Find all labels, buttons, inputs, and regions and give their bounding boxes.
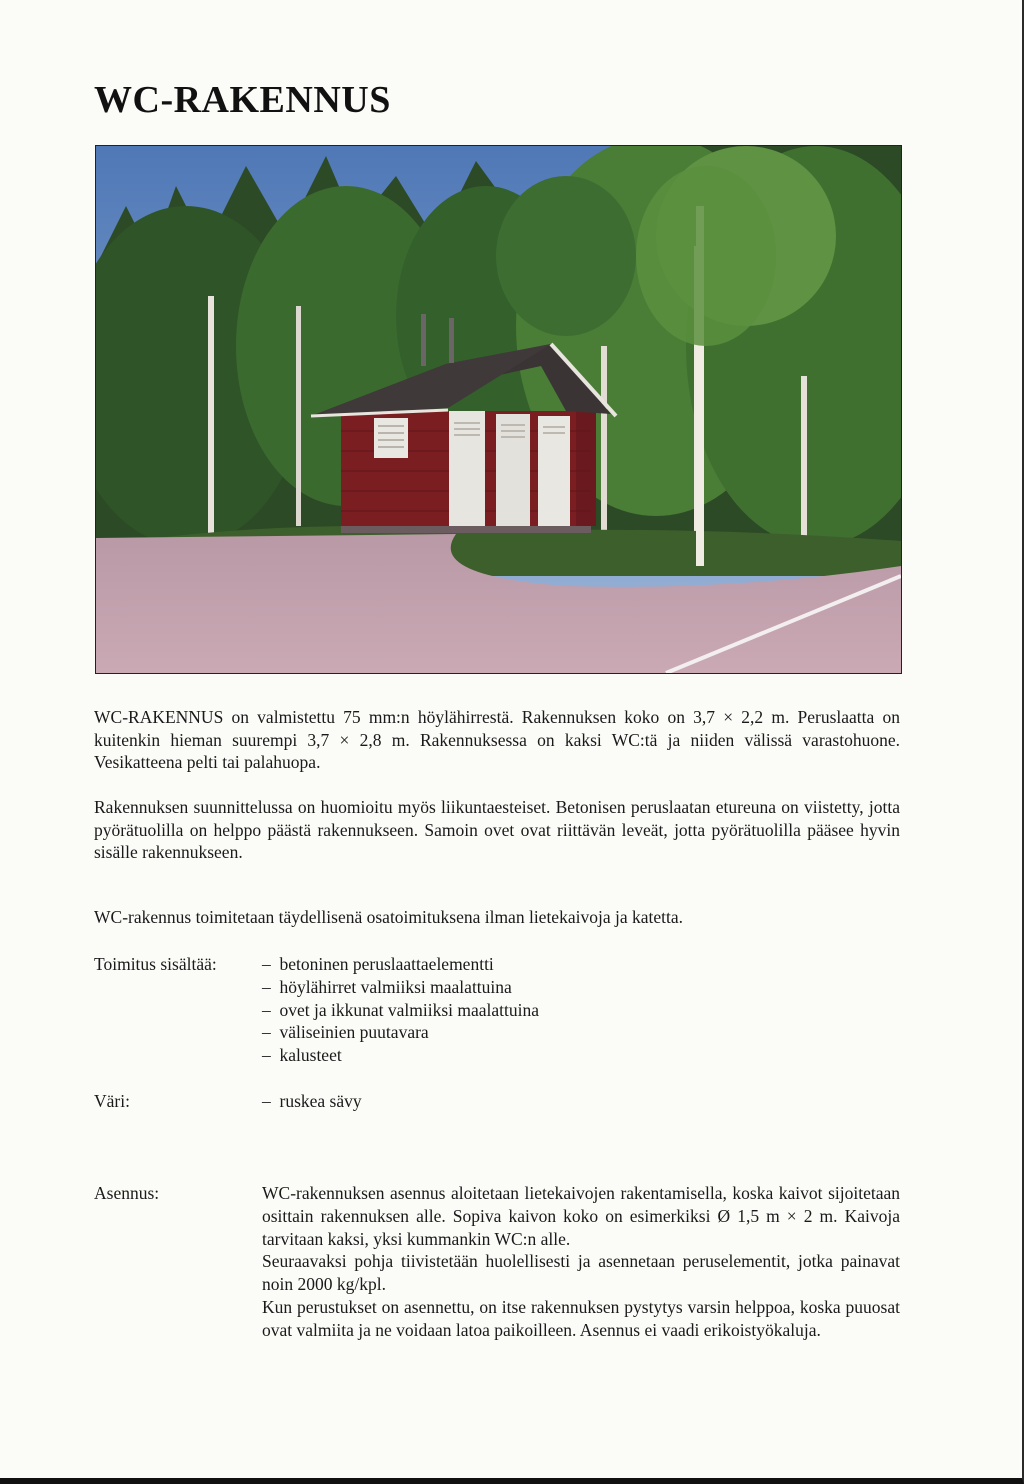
- toimitus-label: Toimitus sisältää:: [94, 954, 217, 974]
- asennus-paragraph: Seuraavaksi pohja tiivistetään huolellisesti ja asennetaan peruselementit, jotka painavat noin 2000 kg/kpl.: [262, 1251, 900, 1295]
- toimitus-list: [262, 953, 539, 1067]
- intro-paragraph: WC-RAKENNUS on valmistettu 75 mm:n höylähirrestä. Rakennuksen koko on 3,7 × 2,2 m. Peruslaatta on kuitenkin hieman suurempi 3,7 × 2,8 m. Rakennuksessa on kaksi WC:tä ja niiden välissä varastohuone. Vesikatteena pelti tai palahuopa.: [94, 707, 900, 772]
- vari-value: – ruskea sävy: [262, 1090, 362, 1113]
- photo-wc-building-in-forest-icon: [96, 146, 901, 673]
- asennus-paragraph: Kun perustukset on asennettu, on itse rakennuksen pystytys varsin helppoa, koska puuosat ovat valmiita ja ne voidaan latoa paikoilleen. Asennus ei vaadi erikoistyökaluja.: [262, 1296, 900, 1340]
- building-photo: [95, 145, 902, 674]
- vari-label: Väri:: [94, 1091, 130, 1111]
- list-item: – höylähirret valmiiksi maalattuina: [262, 976, 539, 999]
- delivery-paragraph: WC-rakennus toimitetaan täydellisenä osatoimituksena ilman lietekaivoja ja katetta.: [94, 907, 683, 927]
- asennus-label: Asennus:: [94, 1183, 160, 1203]
- asennus-text: [262, 1182, 900, 1342]
- asennus-paragraph: WC-rakennuksen asennus aloitetaan lietekaivojen rakentamisella, koska kaivot sijoitetaan osittain rakennuksen alle. Sopiva kaivon koko on esimerkiksi Ø 1,5 m × 2 m. Kaivoja tarvitaan kaksi, yksi kummankin WC:n alle.: [262, 1183, 900, 1249]
- page-title: WC-RAKENNUS: [94, 79, 391, 121]
- list-item: – ovet ja ikkunat valmiiksi maalattuina: [262, 999, 539, 1022]
- list-item: – kalusteet: [262, 1044, 539, 1067]
- list-item: – väliseinien puutavara: [262, 1021, 539, 1044]
- accessibility-paragraph: Rakennuksen suunnittelussa on huomioitu myös liikuntaesteiset. Betonisen peruslaatan etureuna on viistetty, jotta pyörätuolilla on helppo päästä rakennukseen. Samoin ovet ovat riittävän leveät, jotta pyörätuolilla pääsee hyvin sisälle rakennukseen.: [94, 797, 900, 862]
- list-item: – betoninen peruslaattaelementti: [262, 953, 539, 976]
